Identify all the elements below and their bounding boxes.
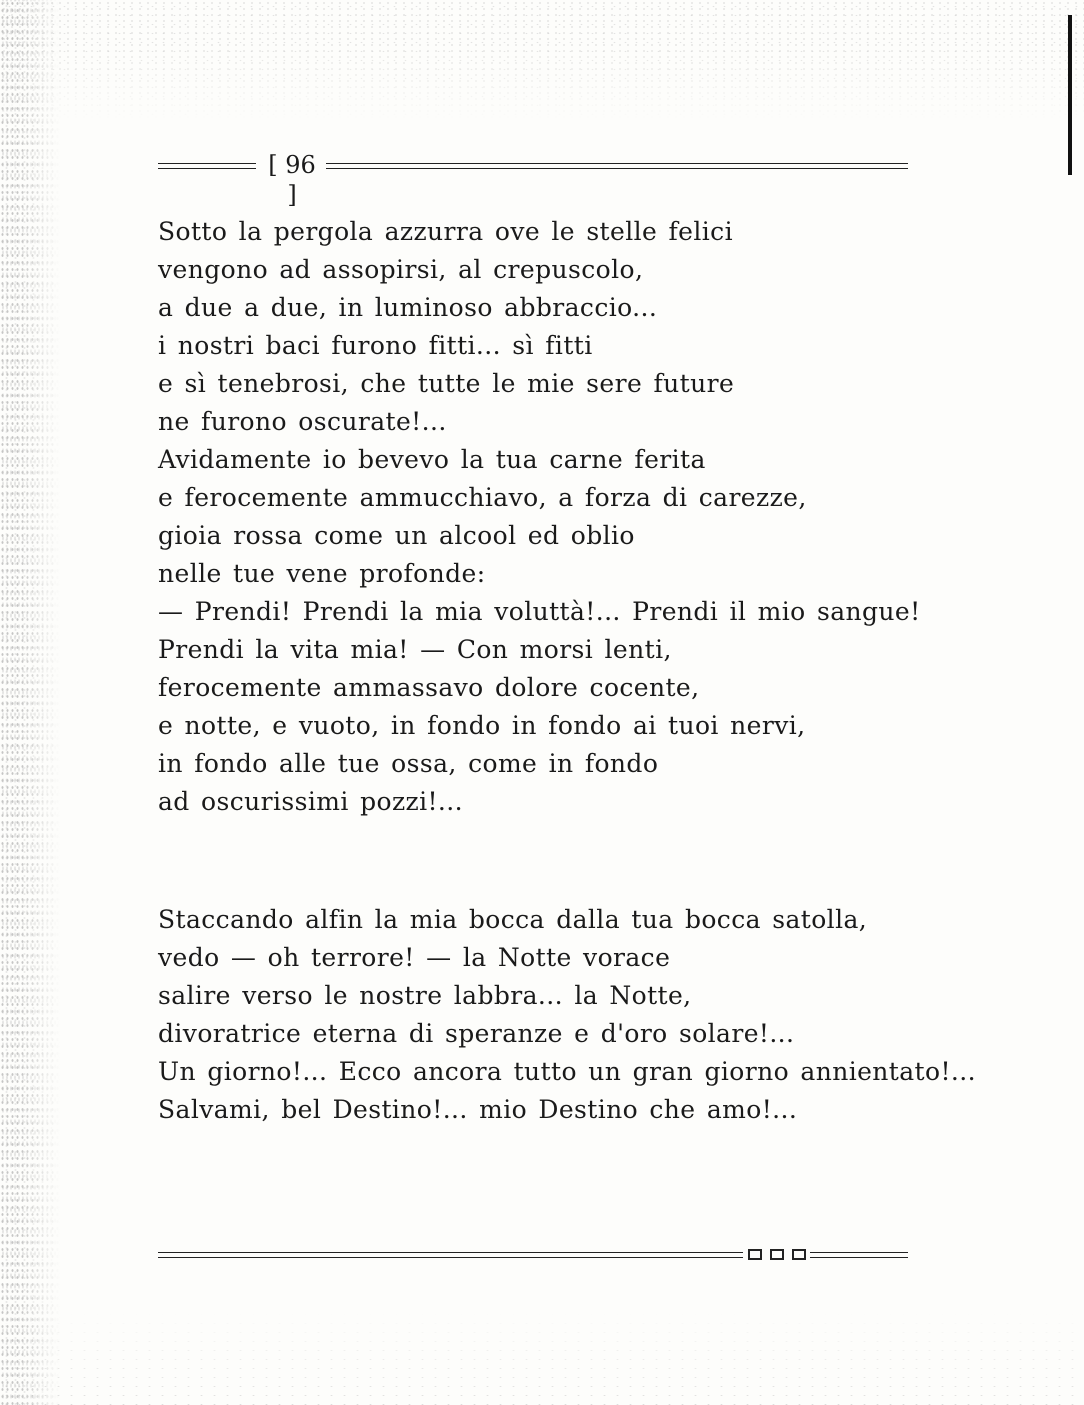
scan-noise-bottom xyxy=(0,1310,1084,1405)
scan-edge-mark xyxy=(1068,15,1072,175)
poem-line: Staccando alfin la mia bocca dalla tua bocca satolla, xyxy=(158,905,868,934)
poem-line: vengono ad assopirsi, al crepuscolo, xyxy=(158,255,644,284)
poem-line: vedo — oh terrore! — la Notte vorace xyxy=(158,943,671,972)
poem-line: a due a due, in luminoso abbraccio... xyxy=(158,293,658,322)
poem-line: ferocemente ammassavo dolore cocente, xyxy=(158,673,700,702)
poem-line: divoratrice eterna di speranze e d'oro solare!... xyxy=(158,1019,795,1048)
poem-line: gioia rossa come un alcool ed oblio xyxy=(158,521,635,550)
header-rule-left xyxy=(158,163,256,169)
header-rule-right xyxy=(326,163,908,169)
poem-line: ne furono oscurate!... xyxy=(158,407,447,436)
poem-line: ad oscurissimi pozzi!... xyxy=(158,787,463,816)
poem-stanza-2 xyxy=(158,901,976,1129)
poem-line: Avidamente io bevevo la tua carne ferita xyxy=(158,445,706,474)
footer-rule-right xyxy=(810,1252,908,1258)
poem-line: Salvami, bel Destino!... mio Destino che amo!... xyxy=(158,1095,798,1124)
page-number: [ 96 ] xyxy=(268,151,316,209)
page-header xyxy=(158,150,908,209)
poem-line: Un giorno!... Ecco ancora tutto un gran giorno annientato!... xyxy=(158,1057,976,1086)
ornament-box-icon xyxy=(792,1249,806,1260)
poem-line: Prendi la vita mia! — Con morsi lenti, xyxy=(158,635,672,664)
poem-line: salire verso le nostre labbra... la Notte, xyxy=(158,981,692,1010)
footer-rule-left xyxy=(158,1252,743,1258)
poem-line: Sotto la pergola azzurra ove le stelle felici xyxy=(158,217,733,246)
poem-line: e ferocemente ammucchiavo, a forza di carezze, xyxy=(158,483,807,512)
poem-line: i nostri baci furono fitti... sì fitti xyxy=(158,331,593,360)
poem-line: e sì tenebrosi, che tutte le mie sere future xyxy=(158,369,735,398)
poem-stanza-1 xyxy=(158,213,921,821)
poem-line: — Prendi! Prendi la mia voluttà!... Prendi il mio sangue! xyxy=(158,597,921,626)
scan-noise-top xyxy=(0,0,1084,120)
scan-noise-left xyxy=(0,0,60,1405)
ornament-box-icon xyxy=(770,1249,784,1260)
poem-line: e notte, e vuoto, in fondo in fondo ai tuoi nervi, xyxy=(158,711,806,740)
poem-line: nelle tue vene profonde: xyxy=(158,559,486,588)
page-footer xyxy=(158,1245,908,1267)
footer-ornament xyxy=(748,1247,806,1263)
ornament-box-icon xyxy=(748,1249,762,1260)
poem-line: in fondo alle tue ossa, come in fondo xyxy=(158,749,659,778)
